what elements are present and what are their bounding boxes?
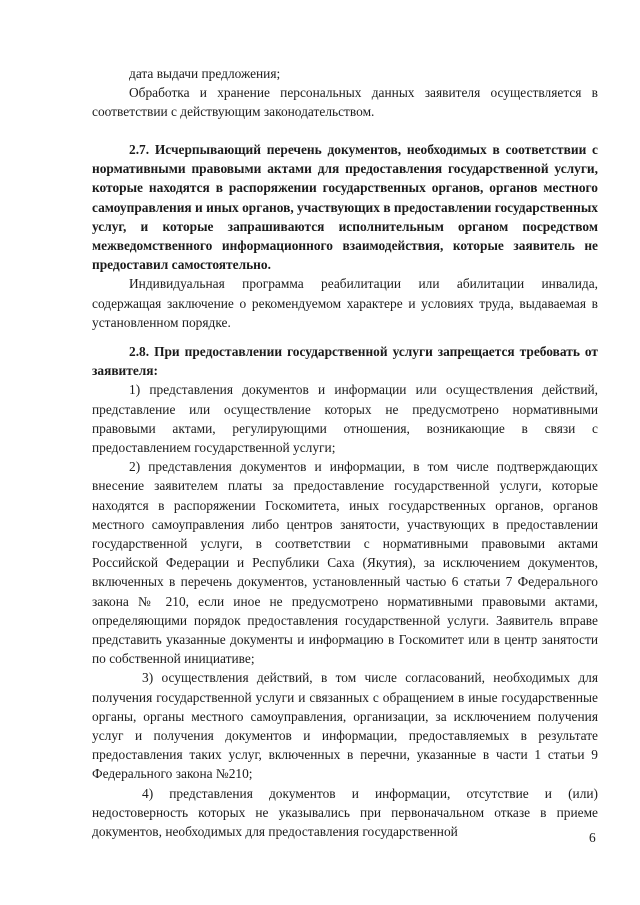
intro-line-continuation: дата выдачи предложения;	[129, 66, 281, 81]
page-number: 6	[589, 830, 596, 845]
list-item: 4) представления документов и информации, отсутствие и (или) недостоверность которых не указывались при первоначальном отказе в приеме документов, необходимых для предоставления государственной	[92, 785, 598, 840]
list-item: 3) осуществления действий, в том числе согласований, необходимых для получения государственной услуги и связанных с обращением в иные государственные органы, органы местного самоуправления, организации, за исключением получения услуг и получения документов и информации, предоставляемых в результате предоставления таких услуг, включенных в перечни, указанные в части 1 статьи 9 Федерального закона №210;	[92, 670, 598, 782]
section-2-7	[92, 140, 598, 332]
list-item: 1) представления документов и информации или осуществления действий, представление или осуществление которых не предусмотрено нормативными правовыми актами, регулирующими отношения, возникающие в связи с предоставлением государственной услуги;	[92, 382, 598, 456]
section-2-7-text: Индивидуальная программа реабилитации или абилитации инвалида, содержащая заключение о рекомендуемом характере и условиях труда, выдаваемая в установленном порядке.	[92, 276, 598, 330]
section-2-8-heading: 2.8. При предоставлении государственной услуги запрещается требовать от заявителя:	[92, 344, 598, 379]
intro-block	[92, 64, 598, 122]
list-item: 2) представления документов и информации, в том числе подтверждающих внесение заявителем платы за предоставление государственной услуги, которые находятся в распоряжении Госкомитета, иных государственных органов, органов местного самоуправления либо центров занятости, участвующих в предоставлении государственной услуги, в соответствии с нормативными правовыми актами Российской Федерации и Республики Саха (Якутия), за исключением документов, включенных в перечень документов, установленный частью 6 статьи 7 Федерального закона № 210, если иное не предусмотрено нормативными правовыми актами, определяющими порядок предоставления государственной услуги. Заявитель вправе представить указанные документы и информацию в Госкомитет или в центр занятости по собственной инициативе;	[92, 459, 598, 667]
section-2-8	[92, 342, 598, 841]
personal-data-paragraph: Обработка и хранение персональных данных заявителя осуществляется в соответствии с действующим законодательством.	[92, 85, 598, 120]
section-2-7-heading: 2.7. Исчерпывающий перечень документов, необходимых в соответствии с нормативными правовыми актами для предоставления государственной услуги, которые находятся в распоряжении государственных органов, органов местного самоуправления и иных органов, участвующих в предоставлении государственных услуг, и которые запрашиваются исполнительным органом посредством межведомственного информационного взаимодействия, которые заявитель не предоставил самостоятельно.	[92, 142, 598, 273]
